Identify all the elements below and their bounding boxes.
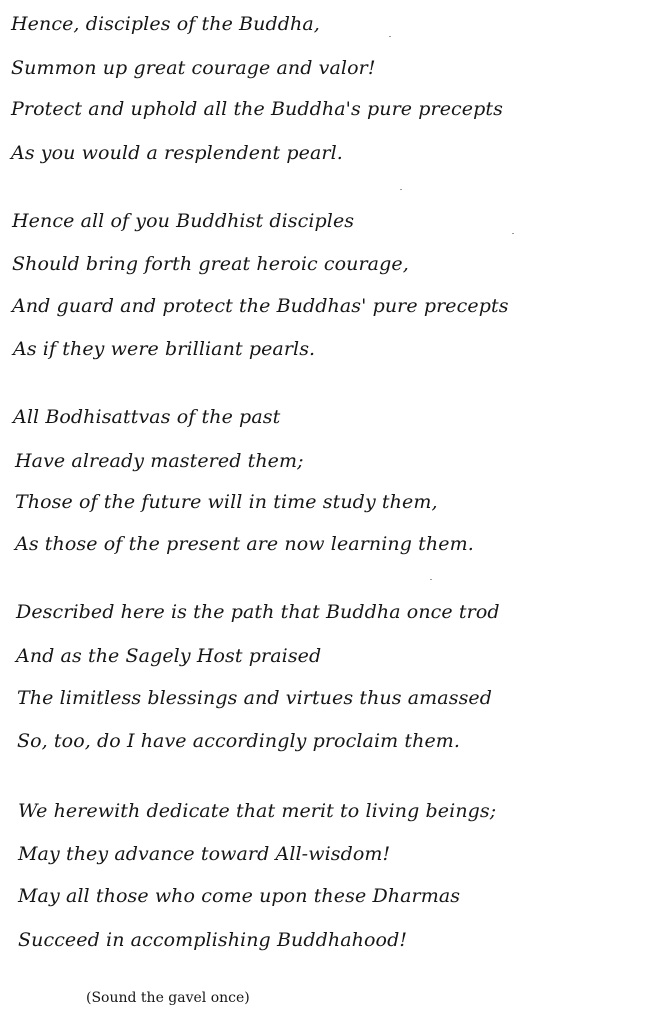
verse-line: The limitless blessings and virtues thus amassed [17, 687, 493, 709]
verse-line: May they advance toward All-wisdom! [18, 843, 391, 865]
verse-line: And as the Sagely Host praised [16, 645, 322, 667]
verse-line: Those of the future will in time study them, [15, 491, 438, 513]
verse-line: Summon up great courage and valor! [11, 57, 376, 79]
scan-speck [400, 189, 402, 190]
verse-line: As you would a resplendent pearl. [11, 142, 343, 164]
verse-line: So, too, do I have accordingly proclaim them. [17, 730, 461, 752]
verse-line: We herewith dedicate that merit to living beings; [18, 800, 497, 822]
verse-line: Protect and uphold all the Buddha's pure precepts [11, 98, 503, 120]
verse-line: Have already mastered them; [15, 450, 304, 472]
verse-line: Hence all of you Buddhist disciples [12, 210, 355, 232]
verse-line: And guard and protect the Buddhas' pure precepts [12, 295, 509, 317]
verse-line: Succeed in accomplishing Buddhahood! [18, 929, 408, 951]
verse-line: All Bodhisattvas of the past [13, 406, 281, 428]
scan-speck [430, 579, 432, 580]
verse-line: As if they were brilliant pearls. [13, 338, 316, 360]
verse-line: Hence, disciples of the Buddha, [11, 13, 320, 35]
gavel-instruction: (Sound the gavel once) [86, 990, 250, 1006]
scan-speck [389, 36, 391, 37]
verse-line: May all those who come upon these Dharmas [18, 885, 461, 907]
verse-line: Should bring forth great heroic courage, [12, 253, 409, 275]
verse-line: As those of the present are now learning them. [15, 533, 474, 555]
scan-speck [512, 233, 514, 234]
verse-line: Described here is the path that Buddha once trod [16, 601, 500, 623]
